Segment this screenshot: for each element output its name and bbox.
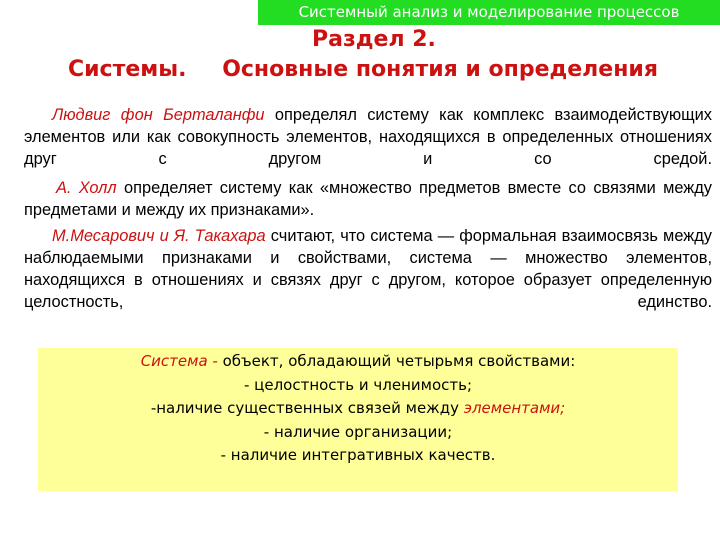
author-name: Людвиг: [52, 106, 111, 124]
paragraph-text: определял систему как комплекс взаимодействующих элементов или как совокупность элементов, находящихся в определенных отношениях друг с другом и со средой.: [24, 106, 712, 168]
author-name: Берталанфи: [163, 106, 265, 124]
author-conjunction: и: [159, 227, 169, 245]
property-4: - наличие интегративных качеств.: [220, 446, 496, 464]
paragraph-text: считают, что система — формальная взаимосвязь между наблюдаемыми признаками и свойствами, система — множество элементов, находящихся в отношениях и связях друг с другом, которое образует определенную целостность, единство.: [24, 227, 712, 311]
property-2-highlight: элементами;: [463, 399, 566, 417]
property-3: - наличие организации;: [263, 422, 453, 441]
paragraph-bertalanffy: [24, 104, 712, 170]
property-2: [38, 397, 678, 421]
paragraph-mesarovic: [24, 225, 712, 313]
definition-intro: [38, 350, 678, 374]
page-title: [68, 57, 658, 82]
paragraph-hall: [24, 177, 712, 221]
property-2-text: -наличие существенных связей между: [150, 399, 459, 417]
property-1: - целостность и членимость;: [243, 375, 473, 394]
paragraph-text: определяет систему как «множество предметов вместе со связями между предметами и между их признаками».: [24, 179, 712, 219]
course-banner: Системный анализ и моделирование процессов: [258, 0, 720, 25]
definition-intro-text: объект, обладающий четырьмя свойствами:: [222, 352, 576, 370]
author-name: А. Холл: [56, 179, 117, 197]
definition-box: [38, 348, 678, 491]
section-number: Раздел 2.: [312, 27, 436, 52]
title-left: Системы.: [68, 57, 187, 82]
author-name: Я. Такахара: [173, 227, 266, 245]
title-right: Основные понятия и определения: [222, 57, 658, 82]
author-name: М.Месарович: [52, 227, 155, 245]
definition-term: Система -: [140, 352, 218, 370]
author-name: фон: [120, 106, 153, 124]
